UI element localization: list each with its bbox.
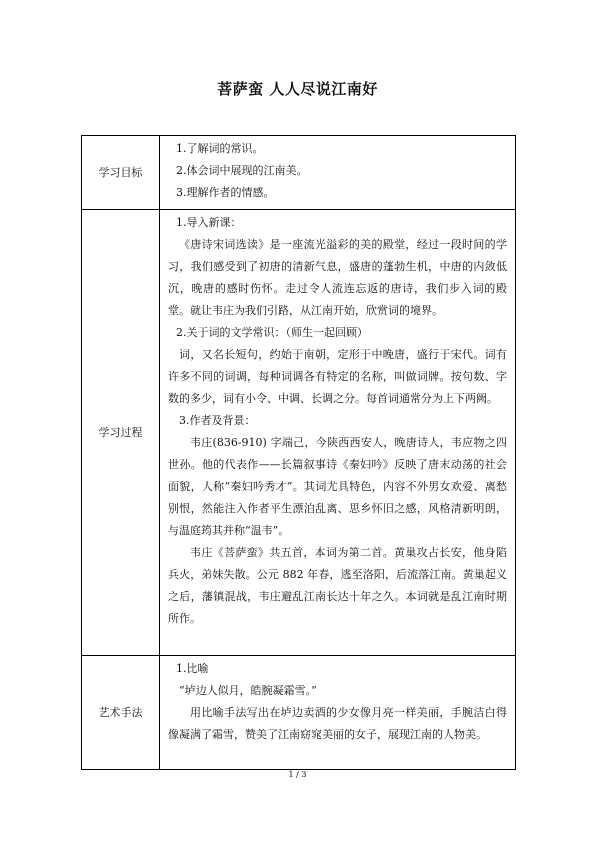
- process-label: 学习过程: [82, 210, 160, 656]
- process-paragraph: 韦庄《菩萨蛮》共五首，本词为第二首。黄巢攻占长安，他身陷兵火，弟妹失散。公元 882 年春，逃至洛阳，后流落江南。黄巢起义之后，藩镇混战，韦庄避乱江南长达十年之久。本词就是乱江南时期所作。: [168, 546, 507, 625]
- goals-content: [160, 136, 516, 210]
- lesson-table: [81, 135, 516, 770]
- goals-label: 学习目标: [82, 136, 160, 210]
- goal-item: 2.体会词中展现的江南美。: [176, 164, 308, 177]
- process-heading: 3.作者及背景：: [179, 414, 256, 427]
- process-paragraph: 《唐诗宋词选读》是一座流光溢彩的美的殿堂，经过一段时间的学习，我们感受到了初唐的清新气息，盛唐的蓬勃生机，中唐的内敛低沉，晚唐的感时伤怀。走过令人流连忘返的唐诗，我们步入词的殿堂。就让韦庄为我们引路，从江南开始，欣赏词的境界。: [168, 238, 507, 317]
- process-content: [160, 210, 516, 656]
- page-title: 菩萨蛮 人人尽说江南好: [217, 80, 378, 98]
- art-paragraph: 用比喻手法写出在垆边卖酒的少女像月亮一样美丽，手腕洁白得像凝满了霜雪，赞美了江南窈窕美丽的女子，展现江南的人物美。: [168, 706, 507, 741]
- table-row-process: [82, 210, 516, 656]
- goal-item: 1.了解词的常识。: [176, 142, 264, 155]
- art-quote: “垆边人似月，皓腕凝霜雪。”: [179, 684, 317, 697]
- table-row-art: [82, 656, 516, 770]
- process-paragraph: 词，又名长短句，约始于南朝，定形于中晚唐，盛行于宋代。词有许多不同的词调，每种词调各有特定的名称，叫做词牌。按句数、字数的多少，词有小令、中调、长调之分。每首词通常分为上下两阙。: [168, 348, 507, 405]
- process-heading: 2.关于词的文学常识：（师生一起回顾）: [176, 326, 368, 339]
- art-heading: 1.比喻: [176, 662, 209, 675]
- process-paragraph: 韦庄(836-910) 字端己，今陕西西安人，晚唐诗人，韦应物之四世孙。他的代表作——长篇叙事诗《秦妇吟》反映了唐末动荡的社会面貌，人称“秦妇吟秀才”。其词尤具特色，内容不外男女欢爱、离愁别恨，然能注入作者平生漂泊乱离、思乡怀旧之感，风格清新明朗，与温庭筠其并称“温韦”。: [168, 436, 507, 537]
- art-label: 艺术手法: [82, 656, 160, 770]
- process-heading: 1.导入新课：: [176, 216, 242, 229]
- table-row-goals: [82, 136, 516, 210]
- art-content: [160, 656, 516, 770]
- page-number: 1 / 3: [288, 770, 307, 779]
- goal-item: 3.理解作者的情感。: [176, 186, 275, 199]
